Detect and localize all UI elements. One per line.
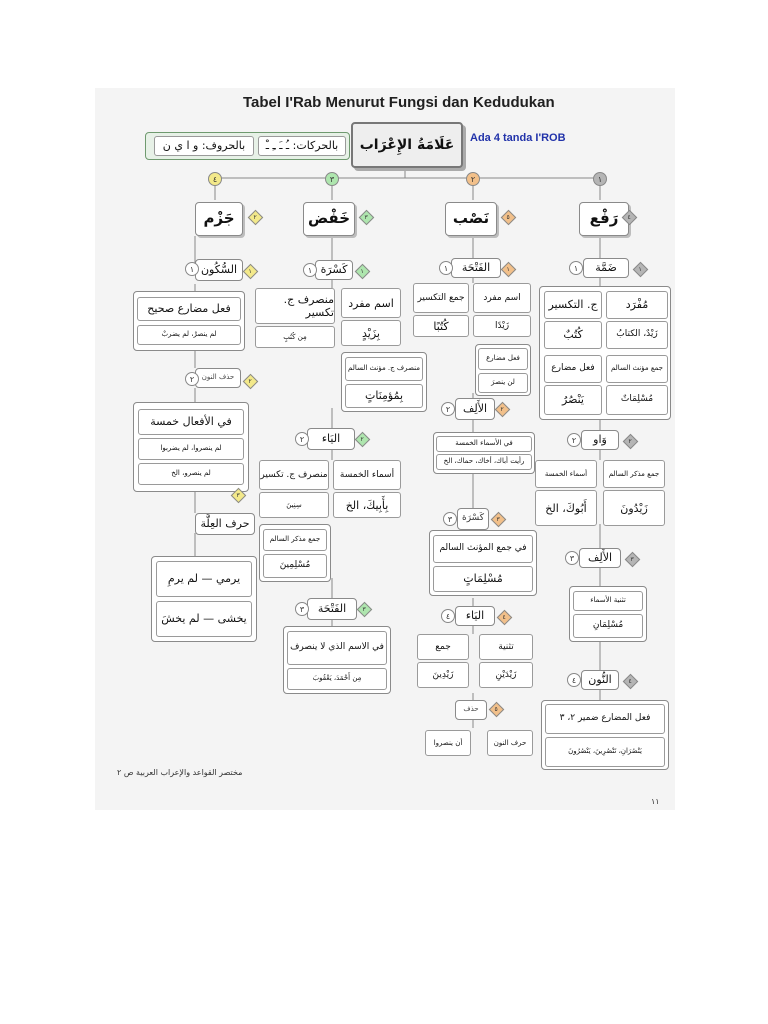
node-circle: ١ [569, 261, 583, 275]
node-diamond: ٣ [231, 488, 247, 504]
rafa-cell-5: مُسْلِمَاتٌ [606, 385, 668, 415]
rafa-nun: النُّون [581, 670, 619, 690]
khafad-cell-5: بِمُؤمِنَاتٍ [345, 384, 423, 408]
node-circle: ٢ [185, 372, 199, 386]
node-diamond: ٥ [489, 702, 505, 718]
rafa-cell-6: فعل مضارع [544, 355, 602, 383]
nasab-kasra-group [429, 530, 537, 596]
nasab-cell-4: فعل مضارع [478, 348, 528, 370]
node-diamond: ٢ [243, 374, 259, 390]
jazm-illah-cell-0: يرمي — لم يرمِ [156, 561, 252, 597]
khafad-cell-1: بِزَيْدٍ [341, 320, 401, 346]
count-badge-khafad: ٣ [359, 210, 375, 226]
tanda-note: Ada 4 tanda I'ROB [470, 132, 566, 144]
jazm-hadhf-cell-2: لم ينصرو، الخ [138, 463, 244, 485]
rafa-waw: وَاو [581, 430, 619, 450]
jazm-illah-cell-1: يخشى — لم يخشَ [156, 601, 252, 637]
nasab-hadhf: حذف [455, 700, 487, 720]
node-diamond: ١ [355, 264, 371, 280]
node-diamond: ١ [501, 262, 517, 278]
node-circle: ١ [439, 261, 453, 275]
category-rafa: رَفْع [579, 202, 629, 236]
khafad-ya-cell-4: جمع مذكر السالم [263, 529, 327, 551]
khafad-ya-cell-0: أسماء الخمسة [333, 460, 401, 490]
node-diamond: ٣ [491, 512, 507, 528]
jazm-cell-1: لم ينصرْ، لم يضربْ [137, 325, 241, 345]
nasab-alif-cell-1: رأيت أباك، أخاك، حماك، الخ [436, 454, 532, 470]
rafa-cell-2: ج. التكسير [544, 291, 602, 319]
jazm-hadhf-group [133, 402, 249, 492]
rafa-cell-0: مُفْرَد [606, 291, 668, 319]
node-diamond: ٤ [623, 674, 639, 690]
nasab-cell-2: جمع التكسير [413, 283, 469, 313]
rafa-waw-cell-0: جمع مذكر السالم [603, 460, 665, 488]
node-circle: ٢ [567, 433, 581, 447]
nasab-cell-3: كُتُبًا [413, 315, 469, 337]
header-green-frame [145, 132, 350, 160]
node-circle: ٣ [443, 512, 457, 526]
rafa-cell-7: يَنْصُرُ [544, 385, 602, 415]
node-circle: ٣ [295, 602, 309, 616]
khafad-kasra: كَسْرَة [315, 260, 353, 280]
jazm-sukun: السُّكُون [195, 259, 243, 281]
count-badge-rafa: ٤ [622, 210, 638, 226]
rafa-alif-cell-0: تثنية الأسماء [573, 591, 643, 611]
rafa-alif-group [569, 586, 647, 642]
huruf-cell: بالحروف: و ا ي ن [154, 136, 254, 156]
node-diamond: ١ [243, 264, 259, 280]
nasab-fiil-group [475, 344, 531, 396]
jazm-hadhf-cell-0: في الأفعال خمسة [138, 409, 244, 435]
node-circle: ٣ [565, 551, 579, 565]
nasab-alif-group [433, 432, 535, 474]
khafad-muannats-group [341, 352, 427, 412]
khafad-ya-mudzakkar-group [259, 524, 331, 582]
khafad-ya-cell-2: منصرف ج. تكسير [259, 460, 329, 490]
nasab-hadhf-cell-0: حرف النون [487, 730, 533, 756]
harakat-cell: بالحركات: ـُ ـَ ـِ ـْ [258, 136, 346, 156]
jazm-hadhf: حذف النون [195, 368, 241, 388]
cat-num-jazm: ٤ [208, 172, 222, 186]
rafa-nun-cell-1: يَنْصُرَانِ، تَنْصُرِينَ، يَنْصُرُونَ [545, 737, 665, 767]
jazm-hadhf-cell-1: لم ينصروا، لم يضربوا [138, 438, 244, 460]
nasab-ya-cell-2: تثنية [479, 634, 533, 660]
khafad-fatha-cell-0: في الاسم الذي لا ينصرف [287, 631, 387, 665]
node-diamond: ٣ [357, 602, 373, 618]
nasab-ya-cell-1: زَيْدِينَ [417, 662, 469, 688]
node-diamond: ١ [633, 262, 649, 278]
jazm-sukun-group [133, 291, 245, 351]
rafa-cell-3: كُتُبٌ [544, 321, 602, 349]
category-nasab: نَصْب [445, 202, 497, 236]
rafa-cell-4: جمع مؤنث السالم [606, 355, 668, 383]
jazm-illah-group [151, 556, 257, 642]
nasab-ya-cell-0: جمع [417, 634, 469, 660]
rafa-alif: الأَلِف [579, 548, 621, 568]
page-number: ١١ [651, 797, 660, 806]
rafa-waw-cell-1: زَيْدُونَ [603, 490, 665, 526]
rafa-cell-1: زَيْدٌ، الكتابُ [606, 321, 668, 349]
khafad-fatha: الفَتْحَة [307, 598, 357, 620]
nasab-hadhf-cell-1: أن ينصروا [425, 730, 471, 756]
nasab-ya-cell-3: زَيْدَيْنِ [479, 662, 533, 688]
rafa-waw-cell-2: أسماء الخمسة [535, 460, 597, 488]
nasab-kasra: كَسْرَة [457, 508, 489, 530]
nasab-alif-cell-0: في الأسماء الخمسة [436, 436, 532, 452]
node-circle: ١ [185, 262, 199, 276]
diagram-sheet [95, 88, 675, 810]
rafa-waw-cell-3: أَبُوكَ، الخ [535, 490, 597, 526]
nasab-alif: الأَلِف [455, 398, 495, 420]
irab-main-box: عَلَامَةُ الإِعْرَاب [351, 122, 463, 168]
khafad-ya-cell-5: مُسْلِمِينَ [263, 554, 327, 578]
node-diamond: ٢ [623, 434, 639, 450]
khafad-fatha-group [283, 626, 391, 694]
category-jazm: جَزْم [195, 202, 243, 236]
category-khafad: خَفْض [303, 202, 355, 236]
rafa-dhamma: ضَمَّة [583, 258, 629, 278]
jazm-illah: حرف العِلَّة [195, 513, 255, 535]
node-circle: ٤ [567, 673, 581, 687]
nasab-kasra-cell-1: مُسْلِمَاتٍ [433, 566, 533, 592]
node-circle: ١ [303, 263, 317, 277]
khafad-cell-2: منصرف ج. تكسير [255, 288, 335, 324]
node-diamond: ٤ [497, 610, 513, 626]
rafa-nun-group [541, 700, 669, 770]
jazm-cell-0: فعل مضارع صحيح [137, 297, 241, 321]
nasab-cell-0: اسم مفرد [473, 283, 531, 313]
khafad-cell-0: اسم مفرد [341, 288, 401, 318]
cat-num-rafa: ١ [593, 172, 607, 186]
khafad-cell-4: منصرف ج. مؤنث السالم [345, 357, 423, 381]
count-badge-nasab: ٥ [501, 210, 517, 226]
node-circle: ٢ [295, 432, 309, 446]
footnote: مختصر القواعد والإعراب العربية ص ٢ [117, 768, 243, 777]
node-circle: ٤ [441, 609, 455, 623]
khafad-cell-3: مِن كُتُبٍ [255, 326, 335, 348]
khafad-ya-cell-3: سِنِينَ [259, 492, 329, 518]
rafa-dhamma-group [539, 286, 671, 420]
nasab-kasra-cell-0: في جمع المؤنث السالم [433, 535, 533, 563]
nasab-ya: اليَاء [455, 606, 495, 626]
nasab-cell-5: لن ينصرَ [478, 373, 528, 393]
cat-num-khafad: ٣ [325, 172, 339, 186]
khafad-fatha-cell-1: مِن أَحْمَدَ، يَعْقُوبَ [287, 668, 387, 690]
khafad-ya: اليَاء [307, 428, 355, 450]
nasab-fatha: الفَتْحَة [451, 258, 501, 278]
cat-num-nasab: ٢ [466, 172, 480, 186]
page-title: Tabel I'Rab Menurut Fungsi dan Kedudukan [243, 94, 555, 111]
nasab-cell-1: زَيْدًا [473, 315, 531, 337]
count-badge-jazm: ٢ [248, 210, 264, 226]
rafa-alif-cell-1: مُسْلِمَانِ [573, 614, 643, 638]
node-diamond: ٢ [355, 432, 371, 448]
node-circle: ٢ [441, 402, 455, 416]
khafad-ya-cell-1: بِأَبِيكَ، الخ [333, 492, 401, 518]
rafa-nun-cell-0: فعل المضارع ضمير ٢، ٣ [545, 704, 665, 734]
node-diamond: ٢ [495, 402, 511, 418]
node-diamond: ٣ [625, 552, 641, 568]
